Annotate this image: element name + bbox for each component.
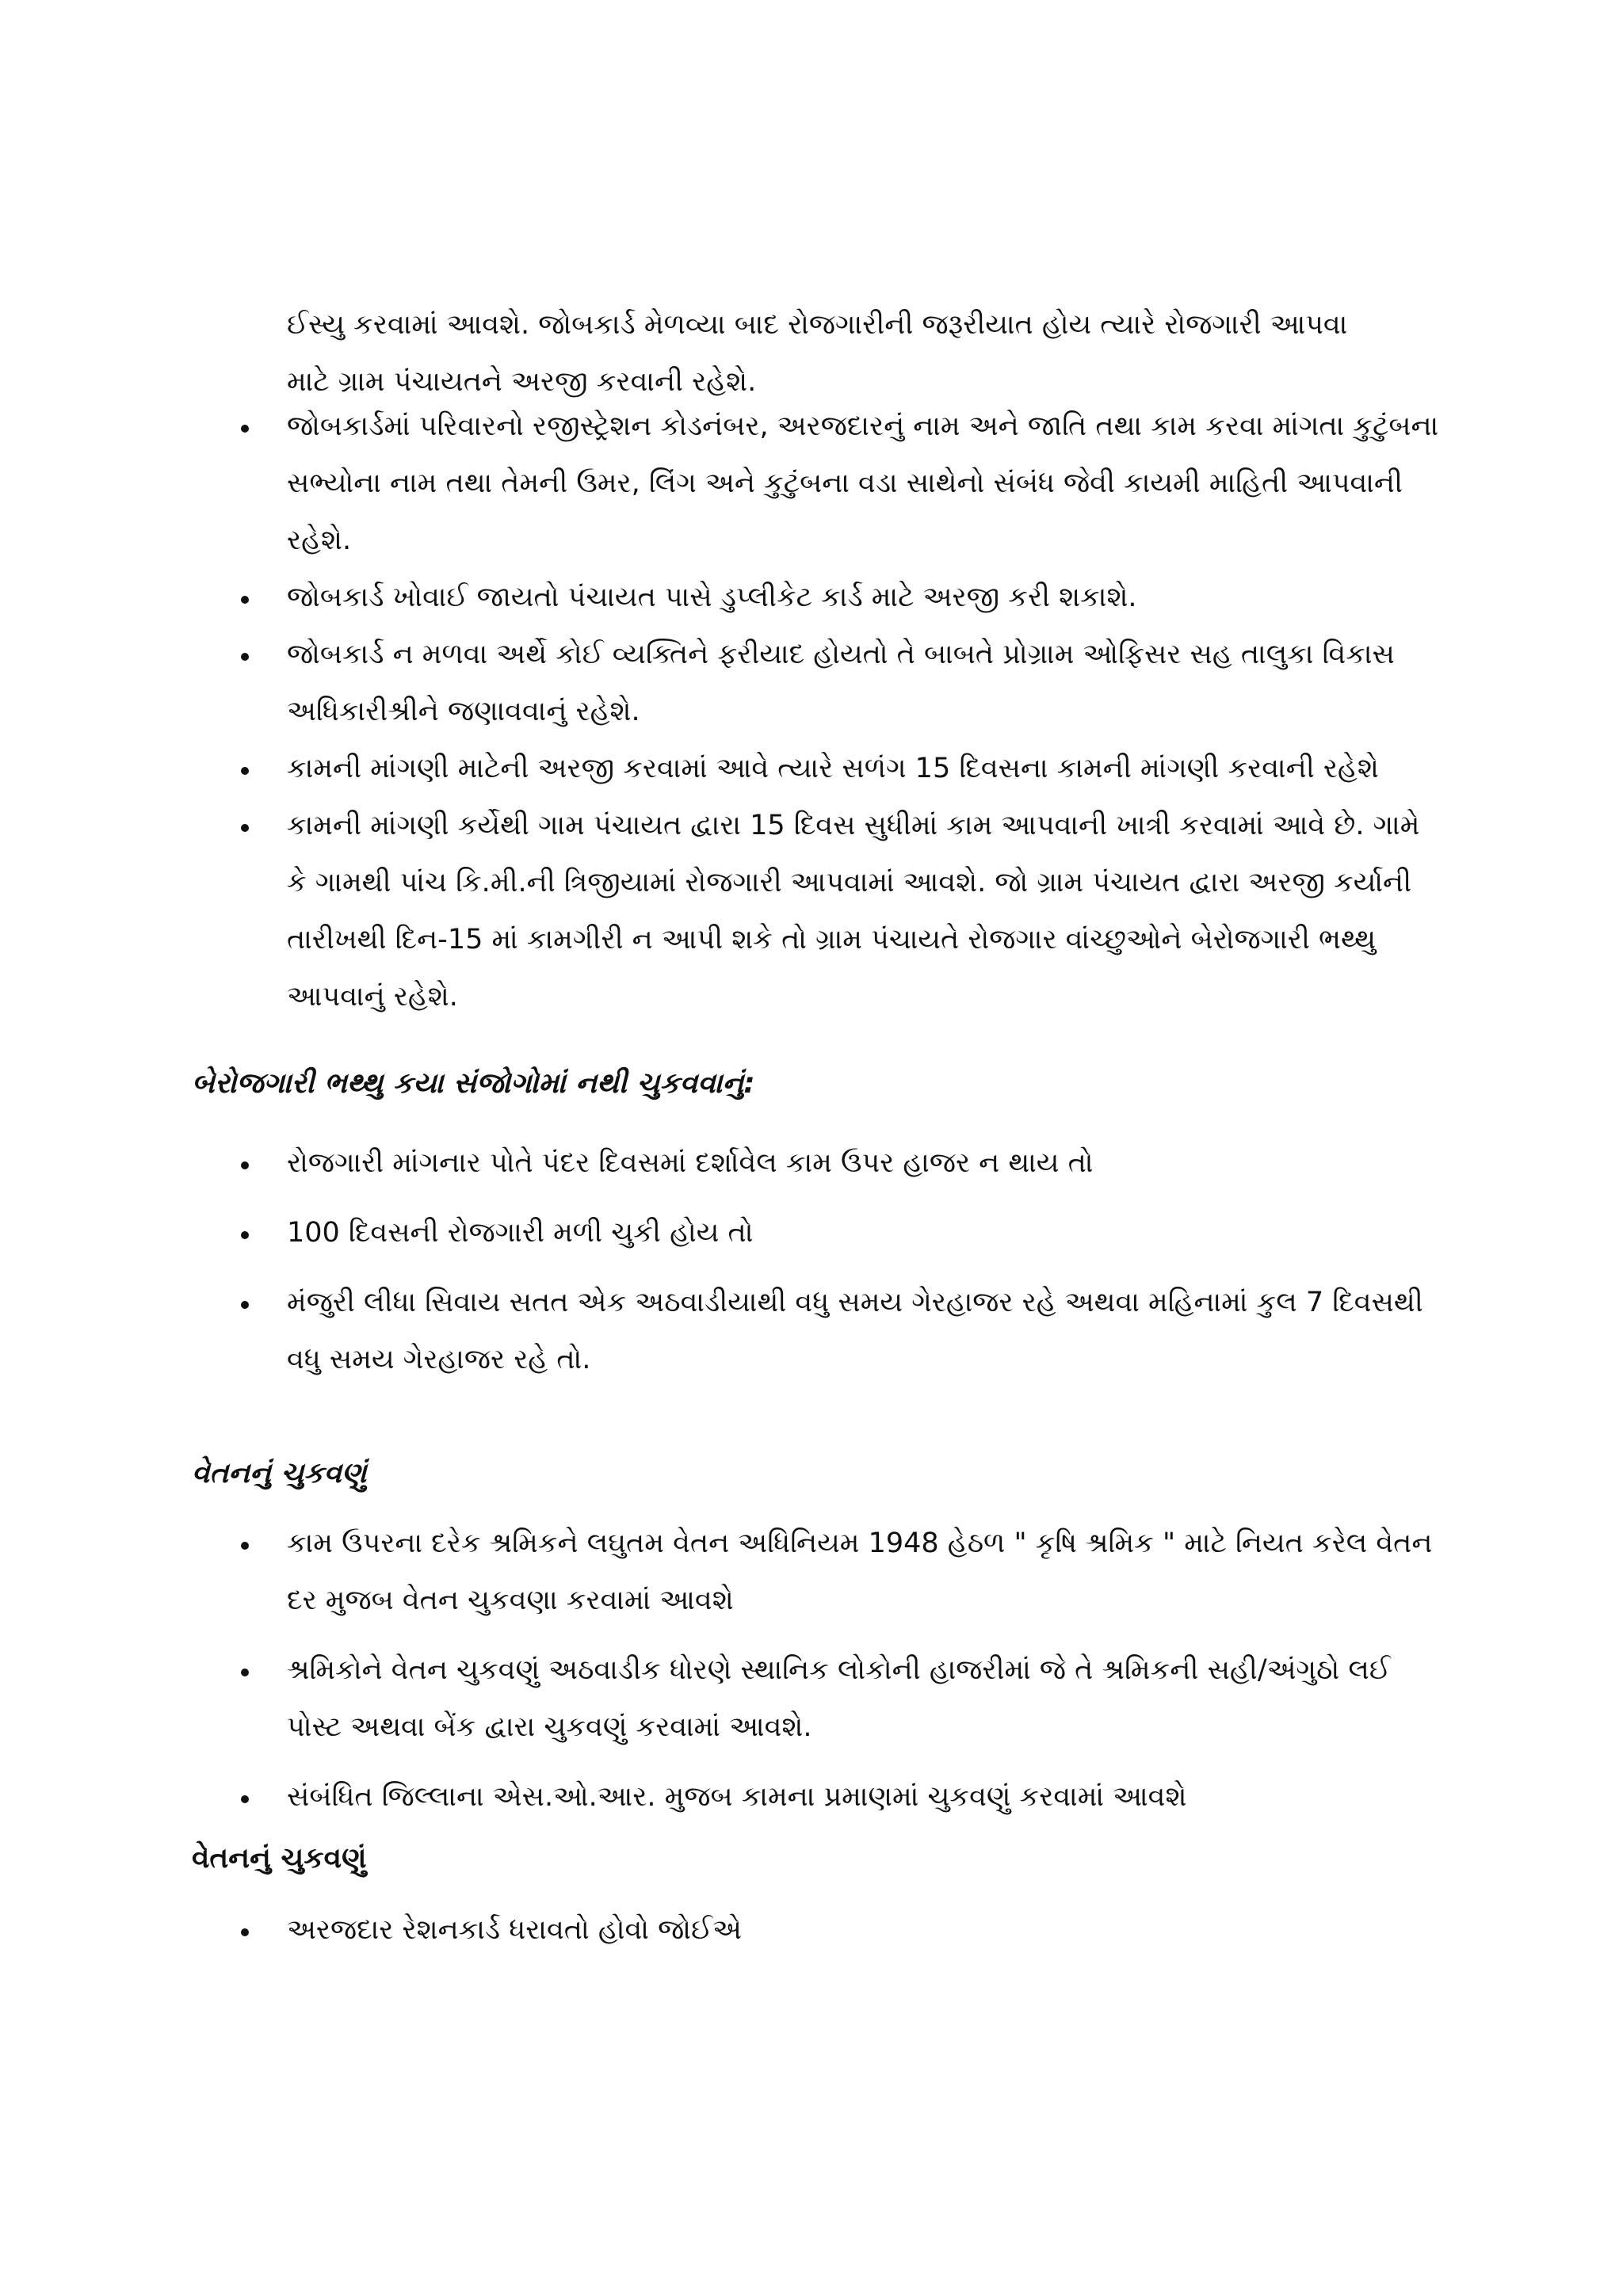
- list-item: [238, 1515, 1442, 1629]
- bullet-icon: [241, 1542, 249, 1550]
- list-item: [238, 626, 1442, 740]
- bullet-icon: [241, 425, 249, 433]
- bullet-icon: [241, 1161, 249, 1169]
- list-item-text: 100 દિવસની રોજગારી મળી ચુકી હોય તો: [287, 1217, 754, 1249]
- section-heading: વેતનનું ચુકવણું: [192, 1457, 367, 1489]
- list-item-text: શ્રમિકોને વેતન ચુકવણું અઠવાડીક ધોરણે સ્થાનિક લોકોની હાજરીમાં જે તે શ્રમિકની સહી/અંગુઠો લઈ પોસ્ટ અથવા બેંક દ્વારા ચુકવણું કરવામાં આવશે.: [287, 1654, 1391, 1743]
- list-item-text: જોબકાર્ડ ખોવાઈ જાયતો પંચાયત પાસે ડુપ્લીકેટ કાર્ડ માટે અરજી કરી શકાશે.: [287, 582, 1137, 613]
- list-item-text: મંજુરી લીધા સિવાય સતત એક અઠવાડીયાથી વધુ સમય ગેરહાજર રહે અથવા મહિનામાં કુલ 7 દિવસથી વધુ સમય ગેરહાજર રહે તો.: [287, 1287, 1423, 1375]
- bullet-icon: [241, 824, 249, 832]
- bullet-icon: [241, 767, 249, 775]
- list-item-text: રોજગારી માંગનાર પોતે પંદર દિવસમાં દર્શાવેલ કામ ઉપર હાજર ન થાય તો: [287, 1147, 1094, 1179]
- bullet-icon: [241, 1669, 249, 1676]
- list-item: [238, 1901, 1442, 1958]
- list-item-text: જોબકાર્ડમાં પરિવારનો રજીસ્ટ્રેશન કોડનંબર, અરજદારનું નામ અને જાતિ તથા કામ કરવા માંગતા કુટુંબના સભ્યોના નામ તથા તેમની ઉમર, લિંગ અને કુટુંબના વડા સાથેનો સંબંધ જેવી કાયમી માહિતી આપવાની રહેશે.: [287, 410, 1439, 556]
- list-item: [238, 1642, 1442, 1756]
- list-item: [238, 569, 1442, 626]
- bullet-icon: [241, 1231, 249, 1239]
- list-item: [238, 1135, 1442, 1192]
- list-item-text: કામની માંગણી કર્યેથી ગામ પંચાયત દ્વારા 15 દિવસ સુધીમાં કામ આપવાની ખાત્રી કરવામાં આવે છે. ગામે કે ગામથી પાંચ કિ.મી.ની ત્રિજીયામાં રોજગારી આપવામાં આવશે. જો ગ્રામ પંચાયત દ્વારા અરજી કર્યાની તારીખથી દિન-15 માં કામગીરી ન આપી શકે તો ગ્રામ પંચાયતે રોજગાર વાંચ્છુઓને બેરોજગારી ભથ્થુ આપવાનું રહેશે.: [287, 810, 1420, 1013]
- list-item: [238, 1204, 1442, 1261]
- intro-line: ઈસ્યુ કરવામાં આવશે. જોબકાર્ડ મેળવ્યા બાદ રોજગારીની જરૂરીયાત હોય ત્યારે રોજગારી આપવા: [287, 309, 1348, 341]
- section-heading: બેરોજગારી ભથ્થુ કયા સંજોગોમાં નથી ચુકવવાનું:: [192, 1067, 755, 1100]
- unemployment-allowance-bullet-list: [238, 1135, 1442, 1388]
- list-item-text: કામ ઉપરના દરેક શ્રમિકને લઘુતમ વેતન અધિનિયમ 1948 હેઠળ " કૃષિ શ્રમિક " માટે નિયત કરેલ વેતન દર મુજબ વેતન ચુકવણા કરવામાં આવશે: [287, 1527, 1433, 1616]
- bullet-icon: [241, 653, 249, 661]
- bullet-icon: [241, 1795, 249, 1803]
- intro-paragraph: [287, 296, 1436, 410]
- list-item-text: કામની માંગણી માટેની અરજી કરવામાં આવે ત્યારે સળંગ 15 દિવસના કામની માંગણી કરવાની રહેશે: [287, 753, 1379, 784]
- bullet-icon: [241, 1301, 249, 1309]
- list-item-text: જોબકાર્ડ ન મળવા અર્થે કોઈ વ્યક્તિને ફરીયાદ હોયતો તે બાબતે પ્રોગ્રામ ઓફિસર સહ તાલુકા વિકાસ અધિકારીશ્રીને જણાવવાનું રહેશે.: [287, 639, 1395, 727]
- bullet-icon: [241, 596, 249, 604]
- wage-payment-bullet-list: [238, 1515, 1442, 1825]
- list-item: [238, 797, 1442, 1025]
- section-heading: વેતનનું ચુકવણું: [192, 1842, 367, 1875]
- list-item: [238, 1274, 1442, 1388]
- bullet-icon: [241, 1928, 249, 1936]
- list-item: [238, 740, 1442, 797]
- list-item-text: સંબંધિત જિલ્લાના એસ.ઓ.આર. મુજબ કામના પ્રમાણમાં ચુકવણું કરવામાં આવશે: [287, 1781, 1187, 1813]
- list-item: [238, 1768, 1442, 1825]
- list-item-text: અરજદાર રેશનકાર્ડ ધરાવતો હોવો જોઈએ: [287, 1914, 742, 1946]
- list-item: [238, 398, 1442, 569]
- eligibility-bullet-list: [238, 1901, 1442, 1958]
- jobcard-bullet-list: [238, 398, 1442, 1025]
- intro-line: માટે ગ્રામ પંચાયતને અરજી કરવાની રહેશે.: [287, 366, 757, 398]
